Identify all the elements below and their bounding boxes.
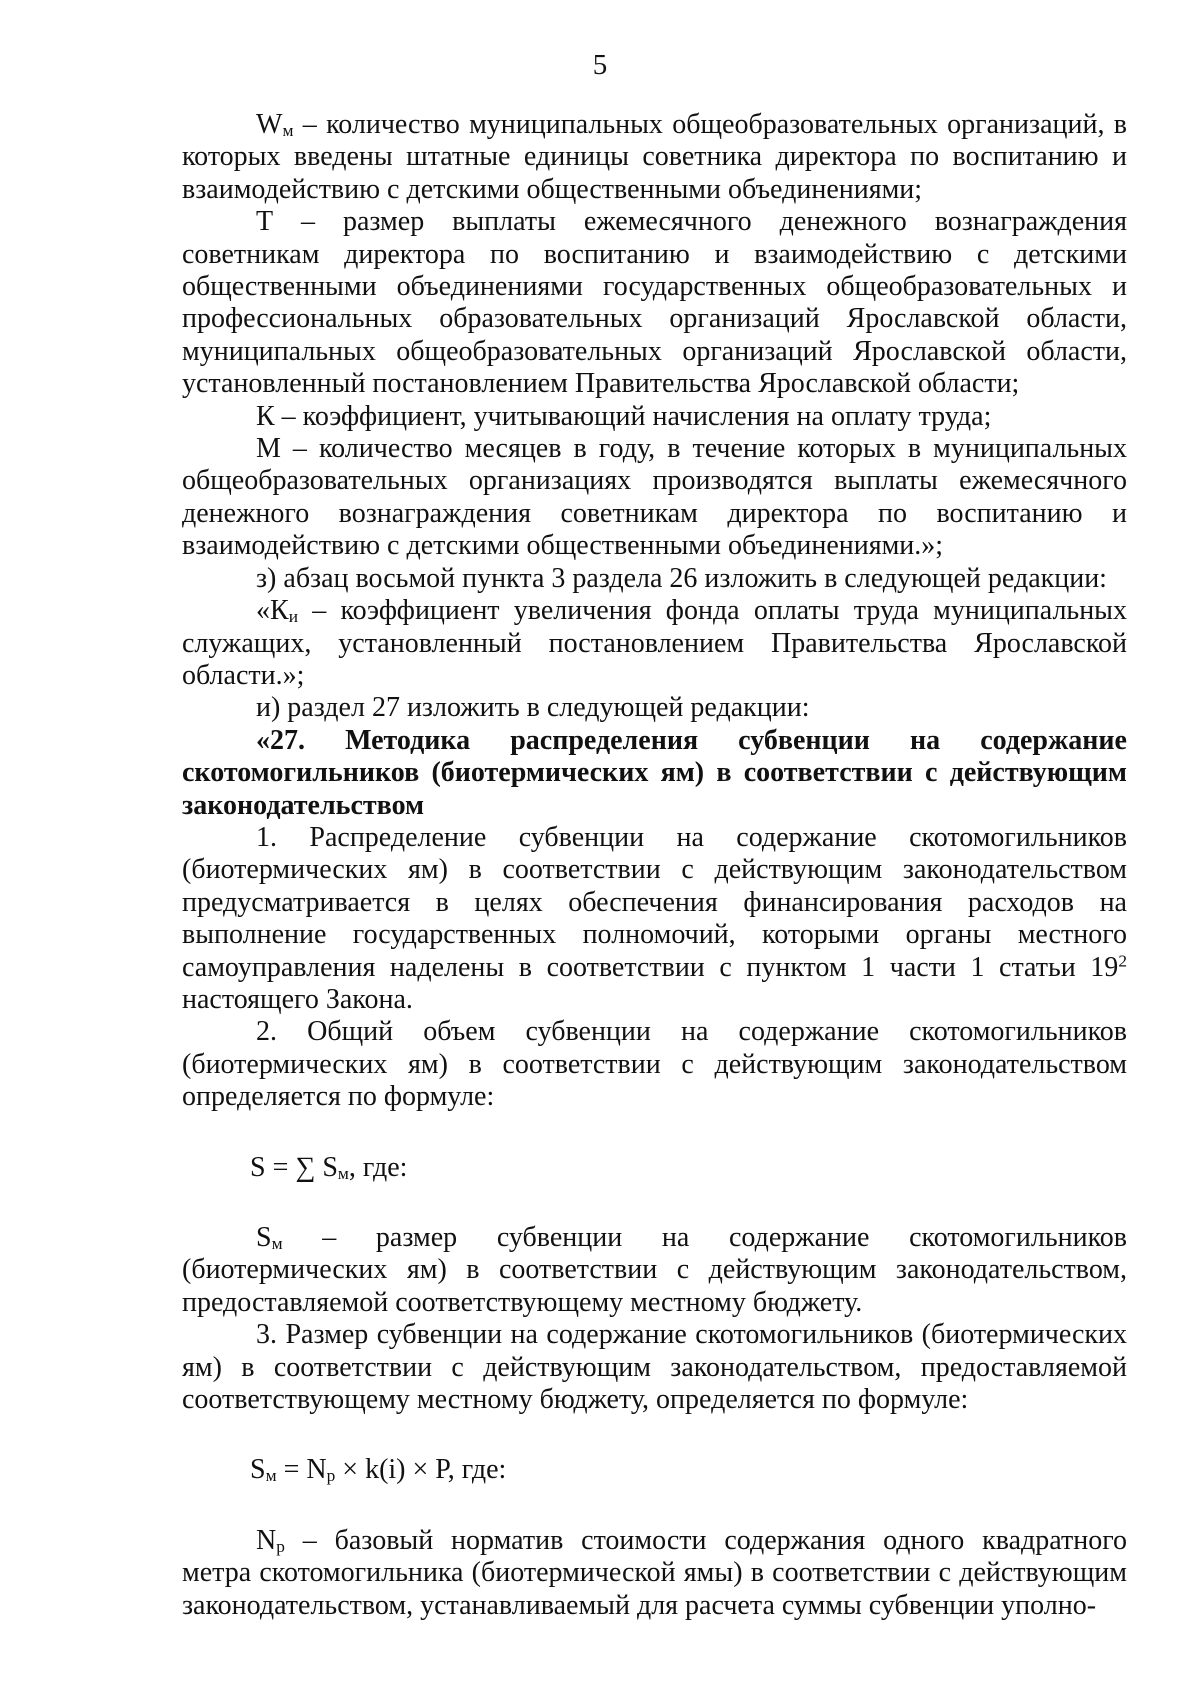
paragraph-amendment-i: и) раздел 27 изложить в следующей редакции: xyxy=(256,692,810,724)
section-27-heading: «27. Методика распределения субвенции на содержание скотомогильников (биотермических ям) в соответствии с действующим законодательством xyxy=(182,724,1127,821)
formula-sm-a-subscript: м xyxy=(265,1466,277,1486)
paragraph-item-2: 2. Общий объем субвенции на содержание скотомогильников (биотермических ям) в соответствии с действующим законодательством определяется по формуле: xyxy=(182,1016,1127,1113)
paragraph-k-definition: К – коэффициент, учитывающий начисления на оплату труда; xyxy=(256,400,992,432)
symbol-ki: «К xyxy=(256,595,289,627)
paragraph-sm-text: – размер субвенции на содержание скотомогильников (биотермических ям) в соответствии с действующим законодательством, предоставляемой соответствующему местному бюджету. xyxy=(182,1222,1127,1318)
paragraph-ki-definition xyxy=(182,595,1127,692)
formula-total-s-right: , где: xyxy=(348,1151,408,1183)
paragraph-w-definition xyxy=(182,109,1127,206)
paragraph-item-1-tail: настоящего Закона. xyxy=(182,983,413,1015)
formula-sm-c: × k(i) × P, где: xyxy=(335,1454,507,1486)
formula-sm-a: S xyxy=(250,1454,266,1486)
paragraph-t-definition: Т – размер выплаты ежемесячного денежного вознаграждения советникам директора по воспитанию и взаимодействию с детскими общественными объединениями государственных общеобразовательных и профессиональных образовательных организаций Ярославской области, муниципальных общеобразовательных организаций Ярославской области, установленный постановлением Правительства Ярославской области; xyxy=(182,206,1127,400)
symbol-sm: S xyxy=(256,1222,272,1253)
formula-sm xyxy=(182,1454,1127,1486)
symbol-w: W xyxy=(256,109,283,140)
paragraph-item-3: 3. Размер субвенции на содержание скотомогильников (биотермических ям) в соответствии с действующим законодательством, предоставляемой соответствующему местному бюджету, определяется по формуле: xyxy=(182,1319,1127,1416)
paragraph-sm-definition xyxy=(182,1222,1127,1319)
formula-sm-b-subscript: р xyxy=(326,1466,336,1486)
paragraph-np-definition xyxy=(182,1525,1127,1622)
page-number: 5 xyxy=(592,49,608,81)
symbol-ki-subscript: и xyxy=(288,607,298,627)
paragraph-item-1 xyxy=(182,822,1127,1016)
paragraph-amendment-z: з) абзац восьмой пункта 3 раздела 26 изложить в следующей редакции: xyxy=(256,562,1107,594)
paragraph-item-1-text: 1. Распределение субвенции на содержание скотомогильников (биотермических ям) в соответствии с действующим законодательством предусматривается в целях обеспечения финансирования расходов на выполнение государственных полномочий, которыми органы местного самоуправления наделены в соответствии с пунктом 1 части 1 статьи 19 xyxy=(182,821,1127,983)
symbol-w-subscript: м xyxy=(282,121,294,141)
formula-total-s xyxy=(182,1152,1127,1184)
paragraph-np-text: – базовый норматив стоимости содержания одного квадратного метра скотомогильника (биотермической ямы) в соответствии с действующим законодательством, устанавливаемый для расчета суммы субвенции уполно- xyxy=(182,1524,1127,1621)
paragraph-m-definition: М – количество месяцев в году, в течение которых в муниципальных общеобразовательных организациях производятся выплаты ежемесячного денежного вознаграждения советникам директора по воспитанию и взаимодействию с детскими общественными объединениями.»; xyxy=(182,433,1127,562)
symbol-sm-subscript: м xyxy=(271,1234,283,1254)
symbol-np: N xyxy=(256,1524,277,1556)
formula-total-s-left: S = ∑ S xyxy=(250,1151,338,1183)
paragraph-w-text: – количество муниципальных общеобразовательных организаций, в которых введены штатные единицы советника директора по воспитанию и взаимодействию с детскими общественными объединениями; xyxy=(182,109,1127,205)
formula-total-s-subscript: м xyxy=(337,1163,349,1183)
symbol-np-subscript: р xyxy=(276,1536,285,1556)
article-superscript: 2 xyxy=(1118,951,1127,971)
formula-sm-b: = N xyxy=(276,1454,327,1486)
paragraph-ki-text: – коэффициент увеличения фонда оплаты труда муниципальных служащих, установленный постановлением Правительства Ярославской области.»; xyxy=(182,595,1127,691)
document-body xyxy=(182,109,1127,1622)
